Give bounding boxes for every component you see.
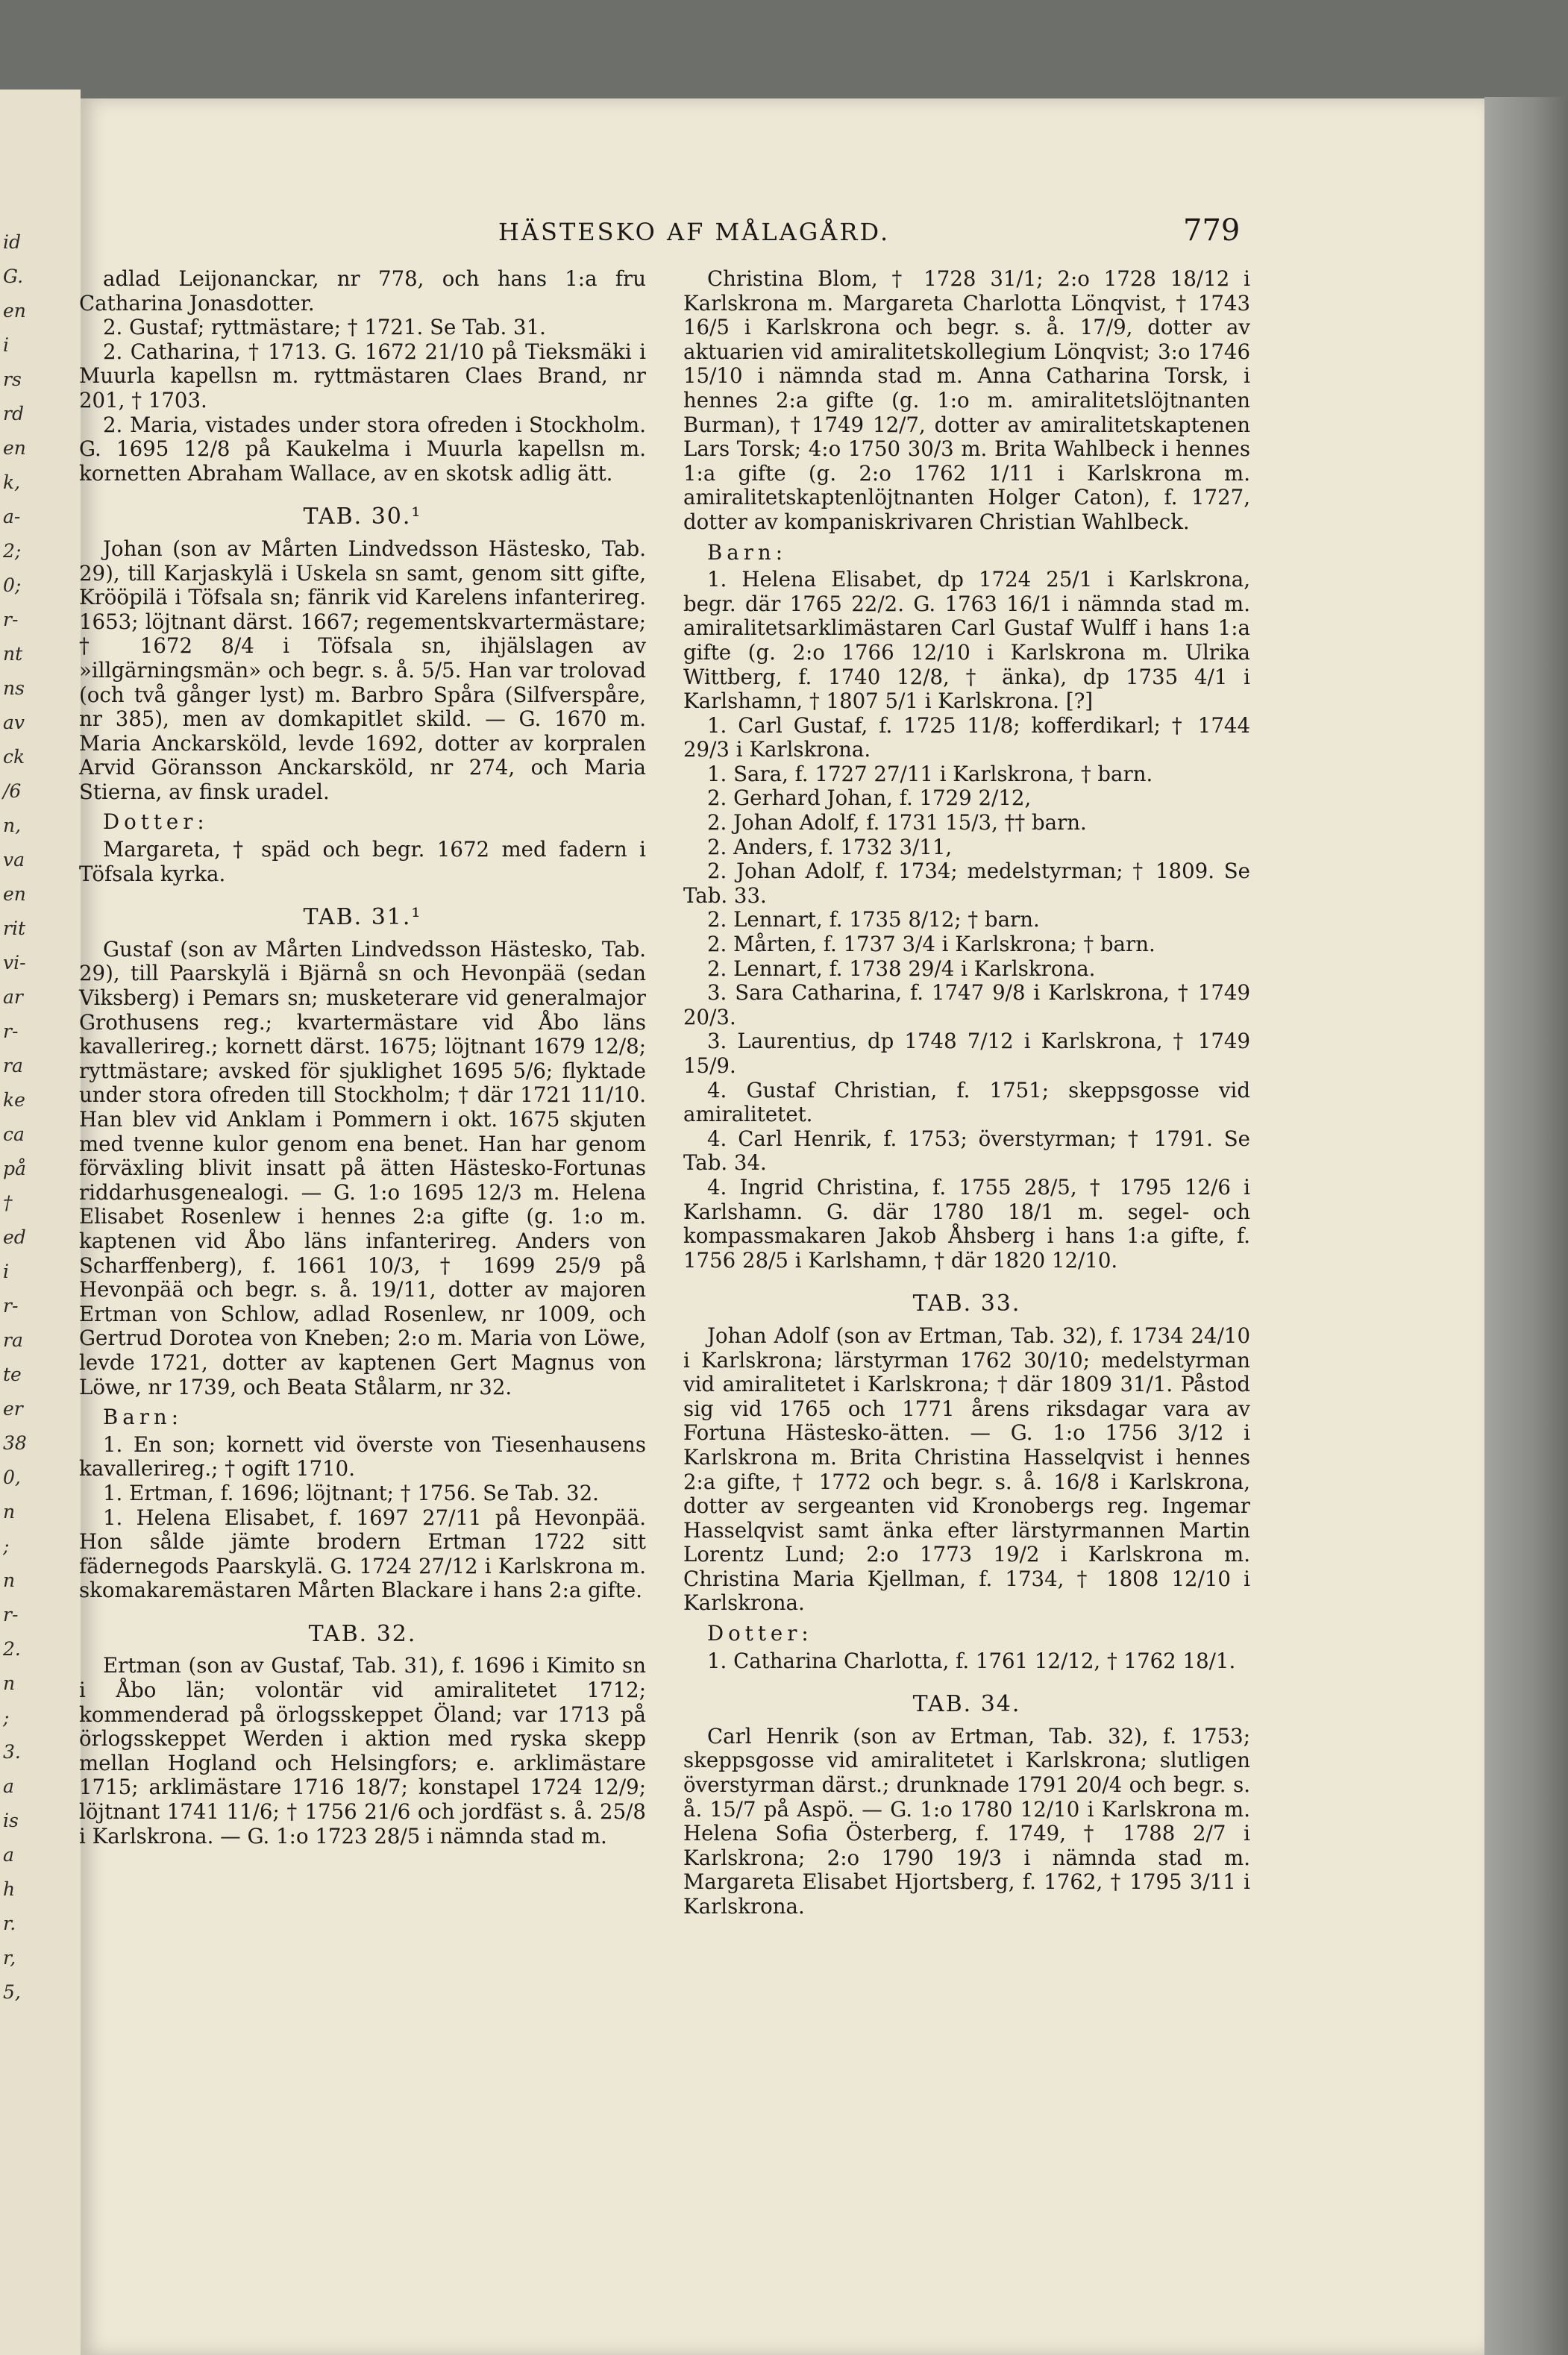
- edge-fragment: 5,: [3, 1981, 21, 2003]
- text-paragraph: Gustaf (son av Mårten Lindvedsson Hästesko, Tab. 29), till Paarskylä i Bjärnå sn och Hevonpää (sedan Viksberg) i Pemars sn; musketerare vid generalmajor Grothusens reg.; kvartermästare vid Åbo läns kavallerireg.; kornett därst. 1675; löjtnant 1679 12/8; ryttmästare; avsked för sjuklighet 1695 5/6; flyktade under stora ofreden till Stockholm; † där 1721 11/10. Han blev vid Anklam i Pommern i okt. 1675 skjuten med tvenne kulor genom ena benet. Han har genom förväxling blivit insatt på ätten Hästesko-Fortunas riddarhusgenealogi. — G. 1:o 1695 12/3 m. Helena Elisabet Rosenlew i hennes 2:a gifte (g. 1:o m. kaptenen vid Åbo läns infanterireg. Anders von Scharffenberg), f. 1661 10/3, † 1699 25/9 på Hevonpää och begr. s. å. 19/11, dotter av majoren Ertman von Schlow, adlad Rosenlew, nr 1009, och Gertrud Dorotea von Kneben; 2:o m. Maria von Löwe, levde 1721, dotter av kaptenen Gert Magnus von Löwe, nr 1739, och Beata Stålarm, nr 32.: [79, 936, 646, 1399]
- edge-fragment: rd: [3, 403, 24, 424]
- edge-fragment: 2;: [3, 540, 22, 562]
- edge-fragment: k,: [3, 471, 21, 493]
- edge-fragment: rit: [3, 918, 25, 939]
- text-paragraph: Christina Blom, † 1728 31/1; 2:o 1728 18/12 i Karlskrona m. Margareta Charlotta Lönqvist, † 1743 16/5 i Karlskrona och begr. s. å. 17/9, dotter av aktuarien vid amiralitetskollegium Lönqvist; 3:o 1746 15/10 i nämnda stad m. Anna Catharina Torsk, i hennes 2:a gifte (g. 1:o m. amiralitetslöjtnanten Burman), † 1749 12/7, dotter av amiralitetskaptenen Lars Torsk; 4:o 1750 30/3 m. Brita Wahlbeck i hennes 1:a gifte (g. 2:o 1762 1/11 i Karlskrona m. amiralitetskaptenlöjtnanten Holger Caton), f. 1727, dotter av kompaniskrivaren Christian Wahlbeck.: [683, 266, 1250, 534]
- edge-fragment: ra: [3, 1329, 23, 1351]
- edge-fragment: ;: [3, 1535, 10, 1557]
- edge-fragment: is: [3, 1810, 19, 1831]
- book-edge: [1484, 97, 1568, 2355]
- left-column: [79, 267, 646, 1848]
- edge-fragment: r-: [3, 1604, 19, 1625]
- edge-fragment: 38: [3, 1432, 27, 1454]
- text-paragraph: Carl Henrik (son av Ertman, Tab. 32), f. 1753; skeppsgosse vid amiralitetet i Karlskrona; slutligen överstyrman därst.; drunknade 1791 20/4 och begr. s. å. 15/7 på Aspö. — G. 1:o 1780 12/10 i Karlskrona m. Helena Sofia Österberg, f. 1749, † 1788 2/7 i Karlskrona; 2:o 1790 19/3 i nämnda stad m. Margareta Elisabet Hjortsberg, f. 1762, † 1795 3/11 i Karlskrona.: [683, 1723, 1250, 1919]
- edge-fragment: h: [3, 1878, 16, 1900]
- section-heading: TAB. 34.: [912, 1691, 1021, 1718]
- edge-fragment: a: [3, 1775, 14, 1797]
- text-paragraph: 2. Gerhard Johan, f. 1729 2/12,: [707, 785, 1032, 811]
- text-paragraph: Johan Adolf (son av Ertman, Tab. 32), f. 1734 24/10 i Karlskrona; lärstyrman 1762 30/10; medelstyrman vid amiralitetet i Karlskrona; † där 1809 31/1. Påstod sig vid 1765 och 1771 årens riksdagar vara av Fortuna Hästesko-ätten. — G. 1:o 1756 3/12 i Karlskrona m. Brita Christina Hasselqvist i hennes 2:a gifte, † 1772 och begr. s. å. 16/8 i Karlskrona, dotter av sergeanten vid Kronobergs reg. Ingemar Hasselqvist samt änka efter lärstyrmannen Martin Lorentz Lund; 2:o 1773 19/2 i Karlskrona m. Christina Maria Kjellman, f. 1734, † 1808 12/10 i Karlskrona.: [683, 1323, 1250, 1616]
- page-number: 779: [1183, 213, 1241, 248]
- text-paragraph: 2. Johan Adolf, f. 1731 15/3, †† barn.: [707, 810, 1087, 835]
- text-paragraph: 2. Mårten, f. 1737 3/4 i Karlskrona; † barn.: [707, 932, 1155, 957]
- edge-fragment: n: [3, 1672, 16, 1694]
- edge-fragment: a-: [3, 506, 21, 527]
- edge-fragment: r.: [3, 1913, 16, 1934]
- edge-fragment: r,: [3, 1947, 16, 1969]
- section-heading: TAB. 33.: [912, 1291, 1021, 1317]
- text-paragraph: 3. Laurentius, dp 1748 7/12 i Karlskrona, † 1749 15/9.: [683, 1029, 1250, 1078]
- edge-fragment: 2.: [3, 1638, 21, 1660]
- edge-fragment: av: [3, 712, 25, 733]
- edge-fragment: i: [3, 1261, 9, 1282]
- edge-fragment: ar: [3, 986, 23, 1008]
- edge-fragment: ke: [3, 1089, 25, 1111]
- running-title: HÄSTESKO AF MÅLAGÅRD.: [498, 218, 891, 246]
- edge-fragment: er: [3, 1398, 23, 1420]
- text-paragraph: 1. En son; kornett vid överste von Tiesenhausens kavallerireg.; † ogift 1710.: [79, 1431, 646, 1481]
- edge-fragment: i: [3, 334, 9, 356]
- edge-fragment: ed: [3, 1226, 26, 1248]
- subheading: Barn:: [707, 539, 787, 565]
- text-paragraph: 2. Catharina, † 1713. G. 1672 21/10 på Tieksmäki i Muurla kapellsn m. ryttmästaren Claes Brand, nr 201, † 1703.: [79, 339, 646, 413]
- text-paragraph: 4. Gustaf Christian, f. 1751; skeppsgosse vid amiralitetet.: [683, 1077, 1250, 1127]
- text-paragraph: Ertman (son av Gustaf, Tab. 31), f. 1696 i Kimito sn i Åbo län; volontär vid amiralitetet 1712; kommenderad på örlogsskeppet Öland; var 1713 på örlogsskeppet Werden i aktion med ryska skepp mellan Hogland och Helsingfors; e. arklimästare 1715; arklimästare 1716 18/7; konstapel 1724 12/9; löjtnant 1741 11/6; † 1756 21/6 och jordfäst s. å. 25/8 i Karlskrona. — G. 1:o 1723 28/5 i nämnda stad m.: [79, 1653, 646, 1848]
- text-paragraph: 2. Lennart, f. 1738 29/4 i Karlskrona.: [707, 956, 1096, 981]
- page-header: [81, 210, 1484, 255]
- edge-fragment: på: [3, 1158, 26, 1179]
- text-paragraph: 2. Lennart, f. 1735 8/12; † barn.: [707, 907, 1040, 932]
- edge-fragment: en: [3, 437, 26, 459]
- text-paragraph: 1. Sara, f. 1727 27/11 i Karlskrona, † barn.: [707, 761, 1153, 786]
- subheading: Dotter:: [707, 1621, 813, 1646]
- edge-fragment: n,: [3, 815, 22, 836]
- edge-fragment: n: [3, 1501, 16, 1523]
- edge-fragment: en: [3, 300, 26, 322]
- edge-fragment: vi-: [3, 952, 26, 973]
- edge-fragment: va: [3, 849, 25, 871]
- edge-fragment: /6: [3, 780, 22, 802]
- right-column: [683, 267, 1250, 1919]
- text-paragraph: 1. Ertman, f. 1696; löjtnant; † 1756. Se Tab. 32.: [103, 1480, 599, 1505]
- edge-fragment: ra: [3, 1055, 23, 1076]
- edge-fragment: ck: [3, 746, 25, 768]
- text-paragraph: Margareta, † späd och begr. 1672 med fadern i Töfsala kyrka.: [79, 837, 646, 886]
- edge-fragment: nt: [3, 643, 23, 665]
- text-paragraph: 1. Carl Gustaf, f. 1725 11/8; kofferdikarl; † 1744 29/3 i Karlskrona.: [683, 712, 1250, 762]
- edge-fragment: en: [3, 883, 26, 905]
- edge-fragment: 3.: [3, 1741, 21, 1763]
- edge-fragment: ;: [3, 1707, 10, 1728]
- section-heading: TAB. 32.: [308, 1620, 417, 1647]
- text-paragraph: 2. Johan Adolf, f. 1734; medelstyrman; † 1809. Se Tab. 33.: [683, 859, 1250, 908]
- edge-fragment: n: [3, 1570, 16, 1591]
- edge-fragment: 0;: [3, 574, 22, 596]
- edge-fragment: 0,: [3, 1467, 21, 1488]
- text-paragraph: 1. Catharina Charlotta, f. 1761 12/12, † 1762 18/1.: [707, 1648, 1236, 1673]
- edge-fragment: ns: [3, 677, 25, 699]
- subheading: Dotter:: [103, 809, 209, 835]
- edge-fragment: r-: [3, 1295, 19, 1317]
- text-paragraph: 1. Helena Elisabet, dp 1724 25/1 i Karlskrona, begr. där 1765 22/2. G. 1763 16/1 i nämnda stad m. amiralitetsarklimästaren Carl Gustaf Wulff i hans 1:a gifte (g. 2:o 1766 12/10 i Karlskrona m. Ulrika Wittberg, f. 1740 12/8, † änka), dp 1735 4/1 i Karlshamn, † 1807 5/1 i Karlskrona. [?]: [683, 567, 1250, 714]
- edge-fragment: rs: [3, 369, 22, 390]
- edge-fragment: r-: [3, 609, 19, 630]
- text-paragraph: 3. Sara Catharina, f. 1747 9/8 i Karlskrona, † 1749 20/3.: [683, 980, 1250, 1029]
- edge-fragment: G.: [3, 266, 24, 287]
- section-heading: TAB. 30.¹: [303, 504, 422, 530]
- text-paragraph: 2. Maria, vistades under stora ofreden i Stockholm. G. 1695 12/8 på Kaukelma i Muurla kapellsn m. kornetten Abraham Wallace, av en skotsk adlig ätt.: [79, 412, 646, 486]
- text-paragraph: adlad Leijonanckar, nr 778, och hans 1:a fru Catharina Jonasdotter.: [79, 266, 646, 316]
- subheading: Barn:: [103, 1405, 183, 1430]
- text-paragraph: 1. Helena Elisabet, f. 1697 27/11 på Hevonpää. Hon sålde jämte brodern Ertman 1722 sitt fädernegods Paarskylä. G. 1724 27/12 i Karlskrona m. skomakaremästaren Mårten Blackare i hans 2:a gifte.: [79, 1505, 646, 1603]
- text-paragraph: 2. Gustaf; ryttmästare; † 1721. Se Tab. 31.: [103, 315, 546, 340]
- section-heading: TAB. 31.¹: [303, 904, 422, 931]
- edge-fragment: ca: [3, 1123, 25, 1145]
- document-page: [81, 98, 1484, 2355]
- edge-fragment: id: [3, 231, 21, 253]
- edge-fragment: †: [3, 1192, 13, 1214]
- text-paragraph: 2. Anders, f. 1732 3/11,: [707, 834, 953, 859]
- text-paragraph: Johan (son av Mårten Lindvedsson Hästesko, Tab. 29), till Karjaskylä i Uskela sn samt, genom sitt gifte, Krööpilä i Töfsala sn; fänrik vid Karelens infanterireg. 1653; löjtnant därst. 1667; regementskvartermästare; † 1672 8/4 i Töfsala sn, ihjälslagen av »illgärningsmän» och begr. s. å. 5/5. Han var trolovad (och två gånger lyst) m. Barbro Spåra (Silfverspåre, nr 385), men av domkapitlet skild. — G. 1670 m. Maria Anckarsköld, levde 1692, dotter av korpralen Arvid Göransson Anckarsköld, nr 274, och Maria Stierna, av finsk uradel.: [79, 536, 646, 804]
- text-paragraph: 4. Carl Henrik, f. 1753; överstyrman; † 1791. Se Tab. 34.: [683, 1126, 1250, 1176]
- edge-fragment: r-: [3, 1020, 19, 1042]
- edge-fragment: a: [3, 1844, 14, 1866]
- edge-fragment: te: [3, 1364, 22, 1385]
- previous-page-edge: [0, 90, 81, 2355]
- text-paragraph: 4. Ingrid Christina, f. 1755 28/5, † 1795 12/6 i Karlshamn. G. där 1780 18/1 m. segel- och kompassmakaren Jakob Åhsberg i hans 1:a gifte, f. 1756 28/5 i Karlshamn, † där 1820 12/10.: [683, 1174, 1250, 1273]
